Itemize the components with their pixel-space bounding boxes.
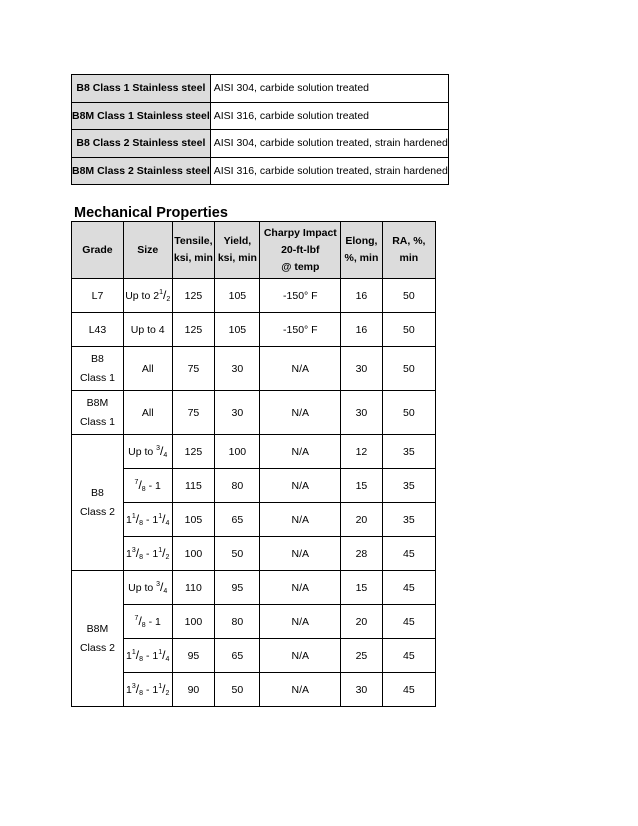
grade-cell	[72, 435, 124, 571]
ra-cell: 35	[382, 503, 435, 537]
yield-cell: 100	[215, 435, 260, 469]
size-denominator: 8	[139, 656, 144, 663]
size-cell: Up to $^3/_4$	[123, 435, 172, 469]
elong-cell: 30	[341, 673, 383, 707]
yield-cell: 30	[215, 347, 260, 391]
size-cell: Up to 4	[123, 313, 172, 347]
header-tensile-line1: Tensile,	[174, 235, 213, 247]
tensile-cell: 110	[172, 571, 215, 605]
grade-name-cell: B8M Class 2 Stainless steel	[72, 157, 211, 185]
table-row	[72, 605, 436, 639]
table-row	[72, 639, 436, 673]
grade-desc-cell: AISI 304, carbide solution treated, strain hardened	[210, 130, 448, 158]
ra-cell: 50	[382, 313, 435, 347]
ra-cell: 45	[382, 537, 435, 571]
grade-desc-cell: AISI 316, carbide solution treated	[210, 102, 448, 130]
grade-cell	[72, 347, 124, 391]
header-charpy-line2: 20-ft-lbf	[281, 243, 320, 256]
yield-cell: 95	[215, 571, 260, 605]
table-row	[72, 503, 436, 537]
header-yield-line2: ksi, min	[217, 252, 257, 264]
tensile-cell: 90	[172, 673, 215, 707]
tensile-cell: 100	[172, 537, 215, 571]
tensile-cell: 125	[172, 279, 215, 313]
grade-line2: Class 2	[79, 641, 115, 654]
size-whole: 1	[126, 548, 132, 560]
table-row	[72, 435, 436, 469]
yield-cell: 105	[215, 313, 260, 347]
yield-cell: 65	[215, 503, 260, 537]
yield-cell: 80	[215, 469, 260, 503]
grade-line1: B8	[91, 486, 104, 499]
size-numerator: 7	[134, 615, 139, 622]
yield-cell: 30	[215, 391, 260, 435]
grade-cell: L7	[72, 279, 124, 313]
grade-line1: B8M	[86, 396, 109, 409]
ra-cell: 50	[382, 391, 435, 435]
yield-cell: 80	[215, 605, 260, 639]
charpy-cell: N/A	[260, 571, 341, 605]
size-numerator: 3	[131, 547, 136, 554]
size-text: Up to	[128, 582, 157, 594]
table-row	[72, 673, 436, 707]
header-elong-line1: Elong,	[345, 235, 378, 247]
grade-line2: Class 1	[79, 415, 115, 428]
elong-cell: 20	[341, 503, 383, 537]
charpy-cell: N/A	[260, 537, 341, 571]
header-charpy-line3: @ temp	[281, 260, 320, 273]
ra-cell: 45	[382, 605, 435, 639]
yield-cell: 105	[215, 279, 260, 313]
table-row	[72, 391, 436, 435]
size-denominator: 4	[165, 656, 170, 663]
charpy-cell: N/A	[260, 469, 341, 503]
size-text: - 1	[145, 616, 161, 628]
size-cell: All	[123, 391, 172, 435]
grade-cell	[72, 391, 124, 435]
table-row	[72, 469, 436, 503]
size-numerator: 1	[158, 683, 163, 690]
section-title: Mechanical Properties	[74, 205, 228, 221]
tensile-cell: 95	[172, 639, 215, 673]
charpy-cell: N/A	[260, 605, 341, 639]
size-numerator: 1	[158, 513, 163, 520]
size-denominator: 8	[141, 486, 146, 493]
grade-desc-cell: AISI 316, carbide solution treated, strain hardened	[210, 157, 448, 185]
elong-cell: 30	[341, 391, 383, 435]
elong-cell: 25	[341, 639, 383, 673]
charpy-cell: -150° F	[260, 313, 341, 347]
table-row	[72, 347, 436, 391]
grade-desc-cell: AISI 304, carbide solution treated	[210, 75, 448, 103]
grade-name-cell: B8M Class 1 Stainless steel	[72, 102, 211, 130]
grade-line2: Class 2	[79, 505, 115, 518]
size-denominator: 8	[141, 622, 146, 629]
header-tensile	[172, 222, 215, 279]
size-numerator: 1	[158, 547, 163, 554]
mechanical-properties-table	[71, 221, 436, 707]
size-denominator: 8	[139, 690, 144, 697]
ra-cell: 45	[382, 639, 435, 673]
grade-line1: B8	[91, 352, 104, 365]
table-row	[72, 75, 449, 103]
grade-cell: L43	[72, 313, 124, 347]
table-row	[72, 102, 449, 130]
size-text: Up to 2	[125, 290, 160, 302]
ra-cell: 45	[382, 571, 435, 605]
header-elong-line2: %, min	[344, 252, 379, 264]
grade-material-table	[71, 74, 449, 185]
elong-cell: 30	[341, 347, 383, 391]
header-yield	[215, 222, 260, 279]
size-cell: $^7/_8 - 1$	[123, 469, 172, 503]
table-row	[72, 537, 436, 571]
size-text: - 1	[143, 684, 159, 696]
header-charpy	[260, 222, 341, 279]
tensile-cell: 75	[172, 347, 215, 391]
ra-cell: 35	[382, 435, 435, 469]
table-row	[72, 279, 436, 313]
size-text: - 1	[143, 514, 159, 526]
size-numerator: 1	[131, 513, 136, 520]
size-denominator: 4	[165, 520, 170, 527]
size-cell: $1^1/_8 - 1^1/_4$	[123, 639, 172, 673]
charpy-cell: N/A	[260, 503, 341, 537]
charpy-cell: N/A	[260, 673, 341, 707]
header-tensile-line2: ksi, min	[173, 252, 213, 264]
table-row	[72, 571, 436, 605]
elong-cell: 15	[341, 571, 383, 605]
size-whole: 1	[126, 514, 132, 526]
elong-cell: 16	[341, 313, 383, 347]
size-text: - 1	[143, 650, 159, 662]
size-cell: Up to $2^1/_2$	[123, 279, 172, 313]
size-cell: Up to $^3/_4$	[123, 571, 172, 605]
size-whole: 1	[126, 684, 132, 696]
ra-cell: 50	[382, 347, 435, 391]
tensile-cell: 75	[172, 391, 215, 435]
size-denominator: 4	[163, 452, 168, 459]
header-ra: RA, %, min	[382, 222, 435, 279]
size-cell: $1^3/_8 - 1^1/_2$	[123, 673, 172, 707]
charpy-cell: N/A	[260, 347, 341, 391]
grade-name-cell: B8 Class 2 Stainless steel	[72, 130, 211, 158]
size-cell: All	[123, 347, 172, 391]
size-text: - 1	[145, 480, 161, 492]
size-whole: 1	[126, 650, 132, 662]
yield-cell: 50	[215, 537, 260, 571]
elong-cell: 16	[341, 279, 383, 313]
size-denominator: 4	[163, 588, 168, 595]
grade-name-cell: B8 Class 1 Stainless steel	[72, 75, 211, 103]
charpy-cell: N/A	[260, 639, 341, 673]
size-text: - 1	[143, 548, 159, 560]
charpy-cell: N/A	[260, 435, 341, 469]
size-denominator: 2	[165, 690, 170, 697]
grade-line2: Class 1	[79, 371, 115, 384]
header-size: Size	[123, 222, 172, 279]
size-numerator: 1	[131, 649, 136, 656]
size-cell: $^7/_8 - 1$	[123, 605, 172, 639]
tensile-cell: 105	[172, 503, 215, 537]
grade-line1: B8M	[86, 622, 109, 635]
tensile-cell: 125	[172, 435, 215, 469]
table-row	[72, 130, 449, 158]
header-grade: Grade	[72, 222, 124, 279]
size-denominator: 8	[139, 554, 144, 561]
header-yield-line1: Yield,	[223, 235, 252, 247]
grade-cell	[72, 571, 124, 707]
tensile-cell: 125	[172, 313, 215, 347]
size-numerator: 3	[156, 581, 161, 588]
tensile-cell: 115	[172, 469, 215, 503]
table-row	[72, 157, 449, 185]
size-cell: $1^1/_8 - 1^1/_4$	[123, 503, 172, 537]
header-elong	[341, 222, 383, 279]
elong-cell: 12	[341, 435, 383, 469]
elong-cell: 20	[341, 605, 383, 639]
size-numerator: 3	[156, 445, 161, 452]
size-text: Up to	[128, 446, 157, 458]
ra-cell: 45	[382, 673, 435, 707]
elong-cell: 15	[341, 469, 383, 503]
yield-cell: 65	[215, 639, 260, 673]
size-numerator: 1	[159, 289, 163, 296]
size-numerator: 3	[131, 683, 136, 690]
size-denominator: 2	[166, 296, 171, 303]
size-numerator: 1	[158, 649, 163, 656]
elong-cell: 28	[341, 537, 383, 571]
size-denominator: 2	[165, 554, 170, 561]
charpy-cell: -150° F	[260, 279, 341, 313]
yield-cell: 50	[215, 673, 260, 707]
table-header-row	[72, 222, 436, 279]
size-denominator: 8	[139, 520, 144, 527]
tensile-cell: 100	[172, 605, 215, 639]
size-cell: $1^3/_8 - 1^1/_2$	[123, 537, 172, 571]
ra-cell: 35	[382, 469, 435, 503]
table-row	[72, 313, 436, 347]
header-charpy-line1: Charpy Impact	[263, 226, 337, 239]
charpy-cell: N/A	[260, 391, 341, 435]
size-numerator: 7	[134, 479, 139, 486]
ra-cell: 50	[382, 279, 435, 313]
